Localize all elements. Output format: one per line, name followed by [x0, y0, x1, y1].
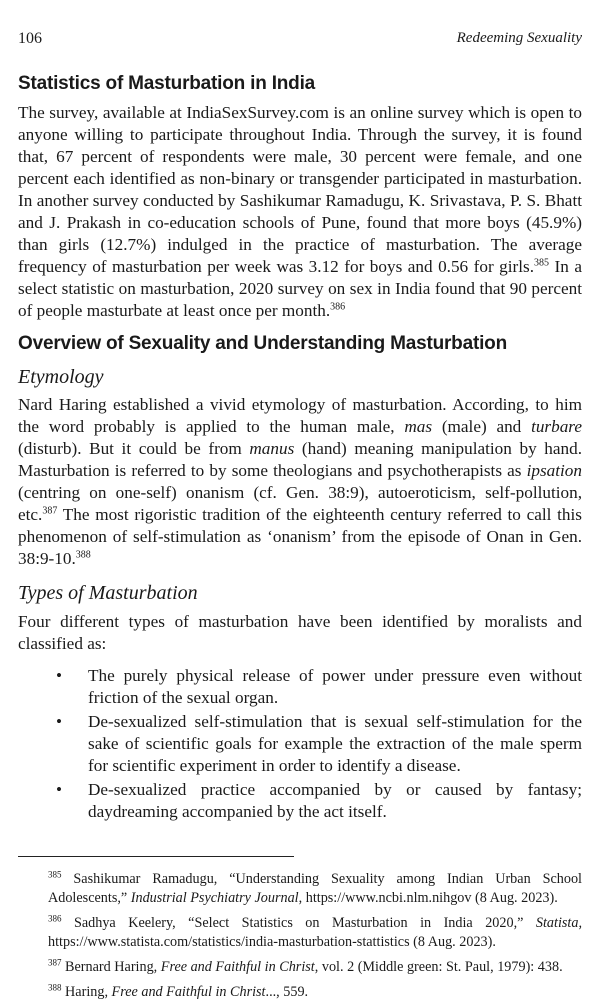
bullet-icon: • [56, 666, 63, 685]
list-item [18, 711, 582, 777]
paragraph-text: The survey, available at IndiaSexSurvey.com is an online survey which is open to anyone willing to participate throughout India. Through the survey, it is found that, 67 percent of respondents were male, 30 percent were female, and one percent each identified as non-binary or transgender participated in masturbation. In another survey conducted by Sashikumar Ramadugu, K. Srivastava, P. S. Bhatt and J. Prakash in co-education schools of Pune, found that more boys (45.9%) than girls (12.7%) indulged in the practice of masturbation. The average frequency of masturbation per week was 3.12 for boys and 0.56 for girls. [18, 103, 582, 276]
footnote-text: , https://www.ncbi.nlm.nihgov (8 Aug. 2023). [298, 890, 558, 906]
footnote-388 [18, 983, 582, 1002]
footnote-journal: Statista, [535, 915, 582, 931]
term-mas: mas [404, 417, 433, 436]
paragraph-text: Nard Haring established a vivid etymology of masturbation. According, to him the word probably is applied to the human male, [18, 395, 582, 436]
section-heading-overview: Overview of Sexuality and Understanding Masturbation [18, 333, 507, 354]
page-content [18, 72, 582, 825]
footnote-ref: 388 [75, 549, 91, 561]
list-item [18, 779, 582, 823]
bullet-icon: • [56, 780, 63, 799]
term-manus: manus [249, 439, 295, 458]
footnote-number: 385 [48, 869, 62, 880]
list-item-text: De-sexualized practice accompanied by or caused by fantasy; daydreaming accompanied by the act itself. [88, 780, 582, 821]
page-number: 106 [18, 30, 42, 47]
footnote-text: Sashikumar Ramadugu, “Understanding Sexuality among Indian Urban School Adolescents,” [48, 871, 582, 906]
bullet-icon: • [56, 712, 63, 731]
footnote-text: Bernard Haring, [61, 959, 161, 975]
footnote-386 [18, 914, 582, 952]
term-ipsation: ipsation [526, 461, 582, 480]
section-heading-statistics: Statistics of Masturbation in India [18, 73, 316, 94]
paragraph-text: The most rigoristic tradition of the eighteenth century referred to call this phenomenon of self-stimulation as ‘onanism’ from the episode of Onan in Gen. 38:9-10. [18, 505, 582, 568]
footnote-text: ..., 559. [265, 984, 309, 1000]
footnote-text: https://www.statista.com/statistics/india-masturbation-stattistics (8 Aug. 2023). [48, 934, 496, 950]
paragraph-text: (centring on one-self) onanism (cf. Gen. 38:9), autoeroticism, self-pollution, etc. [18, 483, 582, 524]
paragraph-statistics [18, 102, 582, 322]
footnote-book-title: Free and Faithful in Christ [111, 984, 266, 1000]
paragraph-types-intro: Four different types of masturbation have been identified by moralists and classified as: [18, 612, 582, 653]
list-item-text: De-sexualized self-stimulation that is sexual self-stimulation for the sake of scientific goals for example the extraction of the male sperm for scientific experiment in order to identify a disease. [88, 712, 582, 775]
list-item [18, 665, 582, 709]
term-turbare: turbare [531, 417, 582, 436]
footnote-387 [18, 958, 582, 977]
paragraph-etymology [18, 394, 582, 570]
subheading-types: Types of Masturbation [18, 582, 198, 604]
running-title: Redeeming Sexuality [456, 30, 582, 46]
footnote-number: 386 [48, 913, 62, 924]
footnote-385 [18, 870, 582, 908]
paragraph-text: In a select statistic on masturbation, 2020 survey on sex in India found that 90 percent of people masturbate at least once per month. [18, 257, 582, 320]
footnotes [18, 870, 582, 1008]
footnote-book-title: Free and Faithful in Christ [160, 959, 315, 975]
footnote-text: Sadhya Keelery, “Select Statistics on Masturbation in India 2020,” [61, 915, 536, 931]
paragraph-text: (male) and [432, 417, 532, 436]
paragraph-text: (disturb). But it could be from [18, 439, 250, 458]
subheading-etymology: Etymology [18, 366, 104, 388]
footnote-text: Haring, [61, 984, 112, 1000]
footnote-ref: 385 [534, 257, 550, 269]
footnote-number: 387 [48, 957, 62, 968]
footnote-ref: 387 [42, 505, 58, 517]
list-item-text: The purely physical release of power under pressure even without friction of the sexual organ. [88, 666, 582, 707]
footnote-journal: Industrial Psychiatry Journal [130, 890, 299, 906]
running-head [18, 30, 582, 50]
footnote-divider [18, 856, 294, 857]
footnote-text: , vol. 2 (Middle green: St. Paul, 1979): 438. [314, 959, 563, 975]
footnote-number: 388 [48, 982, 62, 993]
footnote-ref: 386 [330, 301, 346, 313]
paragraph-text: (hand) meaning manipulation by hand. Masturbation is referred to by some theologians and psychotherapists as [18, 439, 582, 480]
types-list [18, 665, 582, 823]
